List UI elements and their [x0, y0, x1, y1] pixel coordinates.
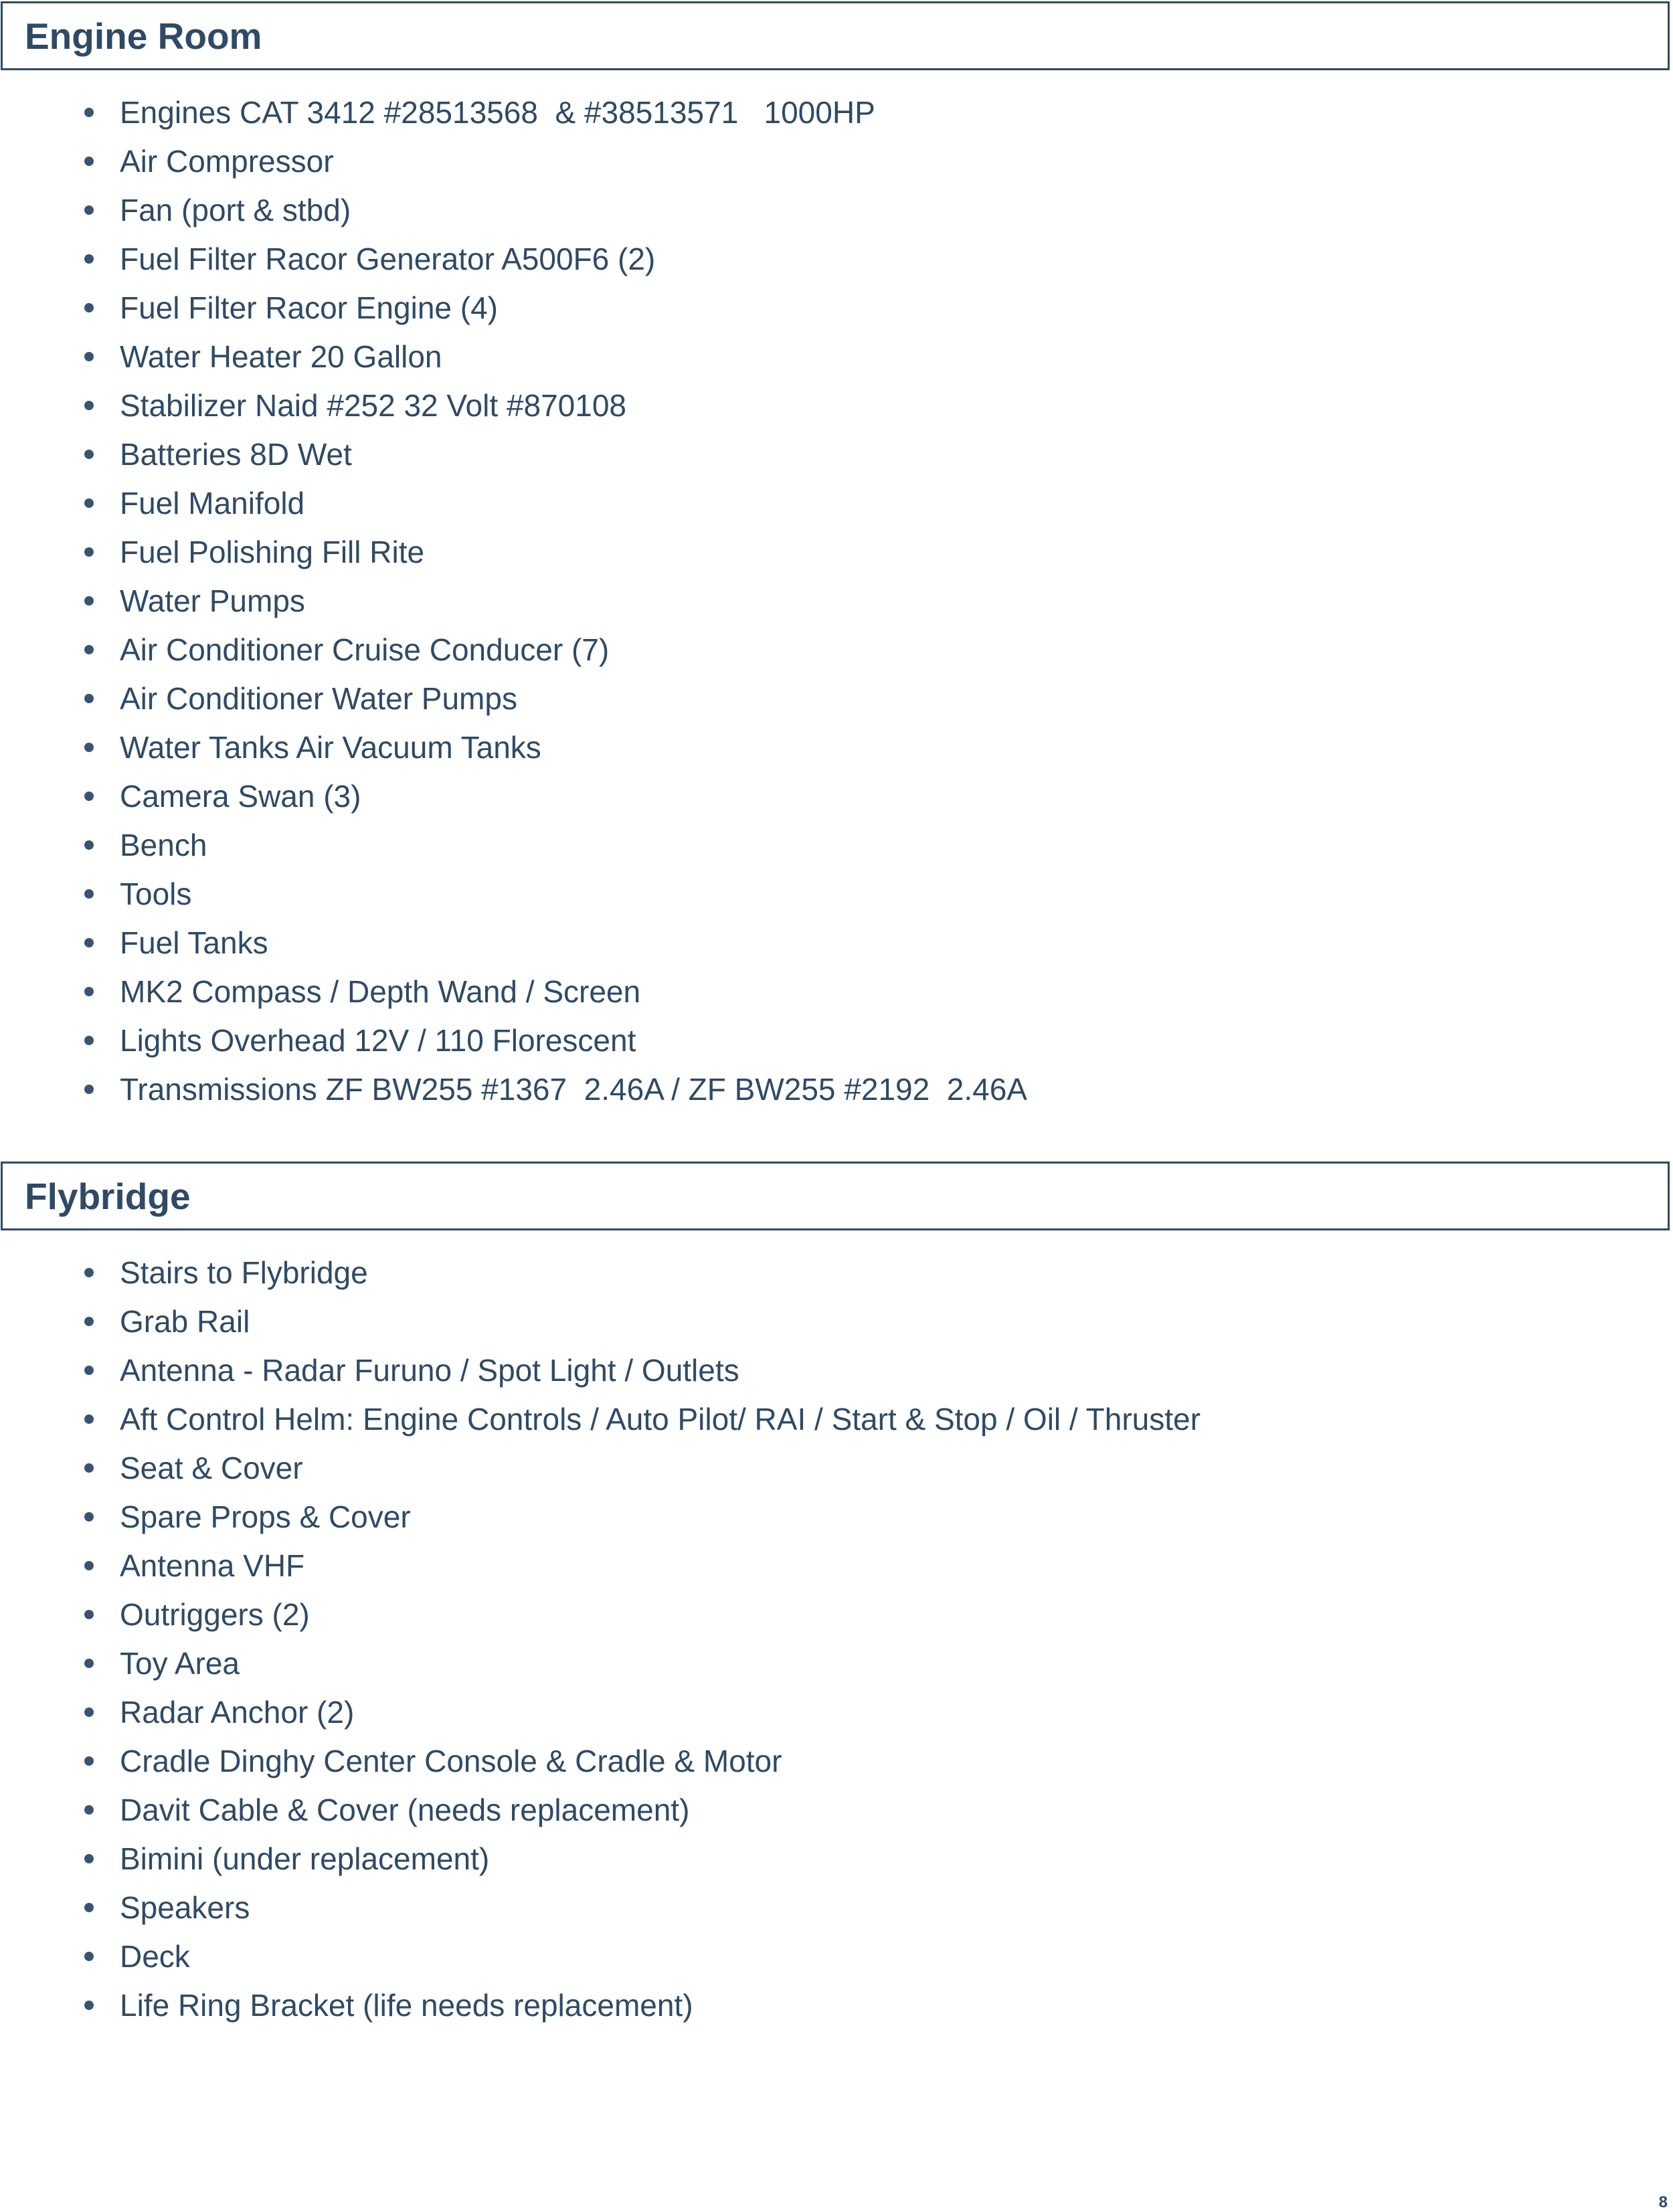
list-item [0, 919, 1673, 967]
bullet-icon [84, 987, 94, 996]
list-item-text: Air Conditioner Water Pumps [120, 681, 517, 716]
list-item-text: Radar Anchor (2) [120, 1695, 355, 1730]
list-item [0, 1065, 1673, 1114]
bullet-icon [84, 2001, 94, 2010]
list-item-text: Deck [120, 1939, 190, 1974]
section-title: Engine Room [25, 15, 262, 57]
list-item-text: Outriggers (2) [120, 1597, 310, 1632]
list-item-text: Life Ring Bracket (life needs replacement) [120, 1988, 693, 2023]
bullet-icon [84, 1561, 94, 1570]
list-item-text: Seat & Cover [120, 1451, 303, 1485]
bullet-icon [84, 498, 94, 508]
bullet-icon [84, 450, 94, 459]
list-item [0, 577, 1673, 626]
list-item [0, 88, 1673, 137]
bullet-icon [84, 1610, 94, 1619]
list-item [0, 235, 1673, 284]
bullet-icon [84, 840, 94, 850]
bullet-icon [84, 1414, 94, 1424]
list-item [0, 967, 1673, 1016]
list-item-text: Fan (port & stbd) [120, 193, 351, 227]
list-item [0, 186, 1673, 235]
list-item-text: Transmissions ZF BW255 #1367 2.46A / ZF BW255 #2192 2.46A [120, 1072, 1027, 1107]
list-item-text: Stabilizer Naid #252 32 Volt #870108 [120, 388, 627, 423]
bullet-icon [84, 694, 94, 703]
list-item-text: Camera Swan (3) [120, 779, 361, 814]
list-item [0, 1639, 1673, 1688]
list-item-text: Spare Props & Cover [120, 1499, 411, 1534]
bullet-icon [84, 596, 94, 606]
bullet-icon [84, 938, 94, 947]
list-item [0, 626, 1673, 674]
list-item [0, 284, 1673, 333]
page-number: 8 [1658, 2193, 1668, 2211]
bullet-icon [84, 254, 94, 264]
bullet-icon [84, 157, 94, 166]
bullet-icon [84, 303, 94, 312]
list-item-text: Stairs to Flybridge [120, 1255, 368, 1290]
list-item [0, 1297, 1673, 1346]
list-item [0, 479, 1673, 528]
list-item [0, 723, 1673, 772]
list-item-text: Water Pumps [120, 583, 305, 618]
list-item [0, 1737, 1673, 1786]
list-item [0, 1444, 1673, 1493]
list-item [0, 870, 1673, 919]
list-item [0, 528, 1673, 577]
list-item-text: Fuel Manifold [120, 486, 305, 521]
list-item-text: Batteries 8D Wet [120, 437, 352, 472]
bullet-icon [84, 1708, 94, 1717]
list-item-text: Tools [120, 877, 192, 911]
list-item [0, 1542, 1673, 1590]
list-item [0, 1688, 1673, 1737]
list-item-text: Engines CAT 3412 #28513568 & #38513571 1000HP [120, 95, 875, 130]
list-item-text: Fuel Filter Racor Engine (4) [120, 290, 498, 325]
list-item-text: Water Heater 20 Gallon [120, 339, 442, 374]
bullet-icon [84, 547, 94, 557]
section-title: Flybridge [25, 1175, 191, 1217]
bullet-icon [84, 1317, 94, 1326]
list-item [0, 772, 1673, 821]
list-item [0, 1835, 1673, 1883]
list-item-text: Water Tanks Air Vacuum Tanks [120, 730, 541, 765]
list-item-text: Air Compressor [120, 144, 334, 179]
bullet-icon [84, 1659, 94, 1668]
bullet-icon [84, 352, 94, 361]
bullet-icon [84, 1903, 94, 1912]
list-item [0, 674, 1673, 723]
list-item [0, 1786, 1673, 1835]
list-item [0, 333, 1673, 381]
bullet-icon [84, 889, 94, 899]
bullet-icon [84, 1756, 94, 1766]
bullet-icon [84, 401, 94, 410]
list-item-text: Cradle Dinghy Center Console & Cradle & Motor [120, 1744, 782, 1778]
list-item-text: Antenna VHF [120, 1548, 305, 1583]
bullet-icon [84, 1085, 94, 1094]
list-item-text: Fuel Polishing Fill Rite [120, 535, 425, 569]
list-item-text: Antenna - Radar Furuno / Spot Light / Outlets [120, 1353, 739, 1388]
list-item [0, 821, 1673, 870]
section-header-flybridge [1, 1162, 1670, 1230]
list-item-text: MK2 Compass / Depth Wand / Screen [120, 974, 641, 1009]
engine-room-list [0, 88, 1673, 1114]
list-item [0, 1016, 1673, 1065]
flybridge-list [0, 1249, 1673, 2030]
bullet-icon [84, 1512, 94, 1522]
list-item [0, 1346, 1673, 1395]
bullet-icon [84, 1268, 94, 1277]
list-item [0, 1590, 1673, 1639]
list-item-text: Bench [120, 828, 207, 862]
list-item [0, 1932, 1673, 1981]
list-item-text: Bimini (under replacement) [120, 1841, 490, 1876]
bullet-icon [84, 645, 94, 654]
bullet-icon [84, 1463, 94, 1473]
bullet-icon [84, 792, 94, 801]
list-item [0, 1395, 1673, 1444]
section-header-engine-room [1, 1, 1670, 70]
bullet-icon [84, 1854, 94, 1863]
bullet-icon [84, 1952, 94, 1961]
bullet-icon [84, 1366, 94, 1375]
list-item-text: Fuel Tanks [120, 925, 268, 960]
bullet-icon [84, 205, 94, 215]
list-item [0, 1493, 1673, 1542]
list-item-text: Fuel Filter Racor Generator A500F6 (2) [120, 242, 656, 276]
list-item-text: Toy Area [120, 1646, 240, 1681]
list-item [0, 1249, 1673, 1297]
bullet-icon [84, 1036, 94, 1045]
list-item-text: Speakers [120, 1890, 250, 1925]
list-item-text: Lights Overhead 12V / 110 Florescent [120, 1023, 636, 1058]
list-item-text: Aft Control Helm: Engine Controls / Auto Pilot/ RAI / Start & Stop / Oil / Thruster [120, 1402, 1201, 1437]
list-item-text: Davit Cable & Cover (needs replacement) [120, 1792, 690, 1827]
list-item-text: Air Conditioner Cruise Conducer (7) [120, 632, 610, 667]
list-item [0, 1981, 1673, 2030]
bullet-icon [84, 108, 94, 117]
list-item [0, 1883, 1673, 1932]
list-item-text: Grab Rail [120, 1304, 250, 1339]
list-item [0, 137, 1673, 186]
bullet-icon [84, 1805, 94, 1815]
list-item [0, 381, 1673, 430]
list-item [0, 430, 1673, 479]
bullet-icon [84, 743, 94, 752]
